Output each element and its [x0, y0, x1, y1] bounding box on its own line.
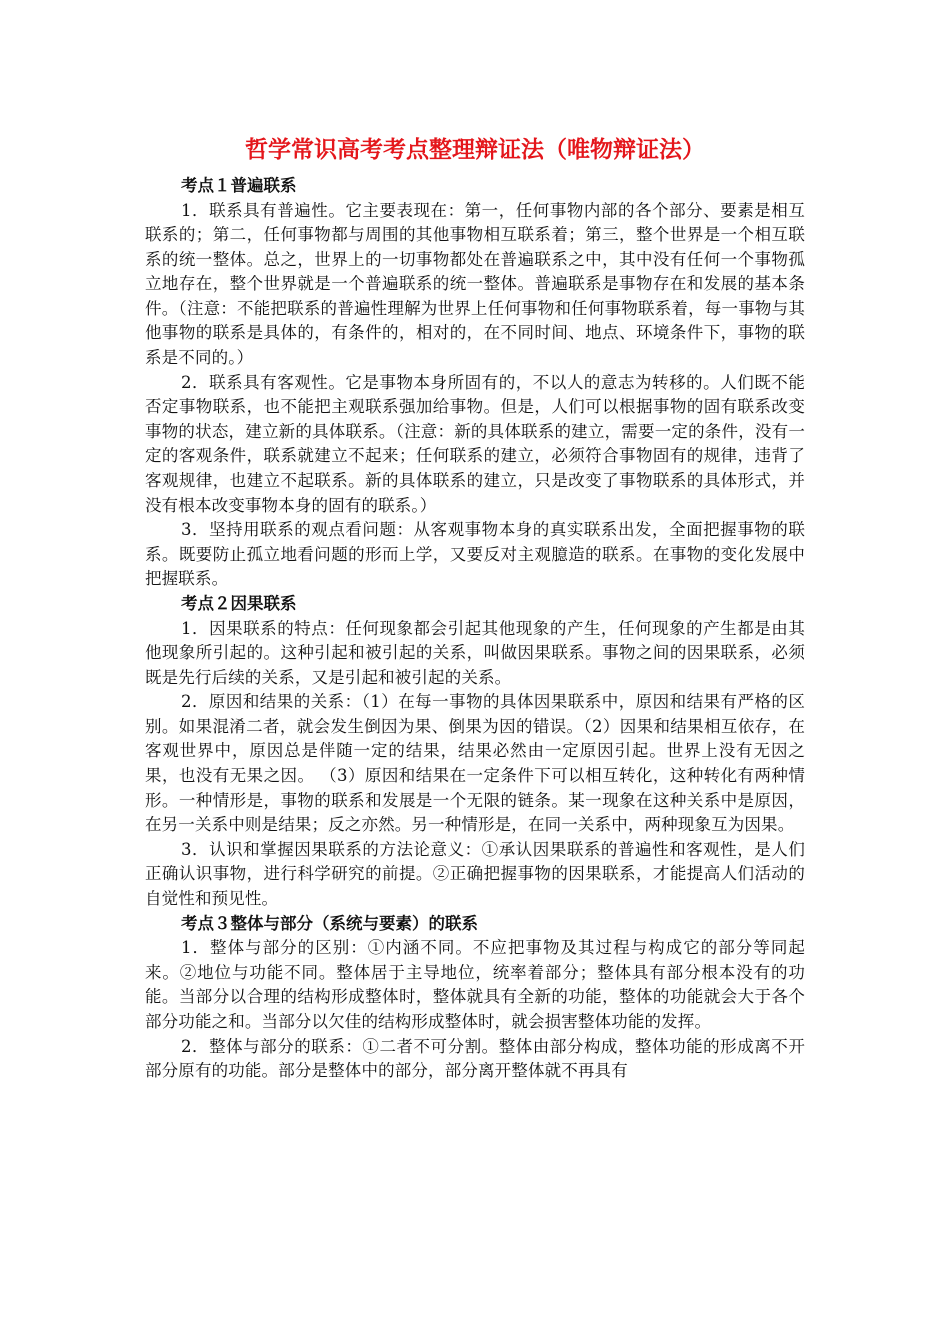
section-1 [145, 174, 805, 592]
document-title: 哲学常识高考考点整理辩证法（唯物辩证法） [245, 137, 705, 163]
paragraph: 3．认识和掌握因果联系的方法论意义：①承认因果联系的普遍性和客观性，是人们正确认识事物，进行科学研究的前提。②正确把握事物的因果联系，才能提高人们活动的自觉性和预见性。 [145, 839, 805, 909]
paragraph: 2．整体与部分的联系：①二者不可分割。整体由部分构成，整体功能的形成离不开部分原有的功能。部分是整体中的部分，部分离开整体就不再具有 [145, 1036, 805, 1081]
document-body [145, 130, 805, 1084]
section-heading: 考点１普遍联系 [181, 176, 297, 195]
section-3 [145, 912, 805, 1084]
section-heading: 考点３整体与部分（系统与要素）的联系 [181, 913, 478, 933]
paragraph: 3．坚持用联系的观点看问题：从客观事物本身的真实联系出发，全面把握事物的联系。既要防止孤立地看问题的形而上学，又要反对主观臆造的联系。在事物的变化发展中把握联系。 [145, 520, 805, 589]
paragraph: 1．整体与部分的区别：①内涵不同。不应把事物及其过程与构成它的部分等同起来。②地位与功能不同。整体居于主导地位，统率着部分；整体具有部分根本没有的功能。当部分以合理的结构形成整体时，整体就具有全新的功能，整体的功能就会大于各个部分功能之和。当部分以欠佳的结构形成整体时，就会损害整体功能的发挥。 [145, 938, 805, 1031]
section-heading: 考点２因果联系 [181, 594, 297, 613]
section-2 [145, 592, 805, 912]
paragraph: 1．联系具有普遍性。它主要表现在：第一，任何事物内部的各个部分、要素是相互联系的；第二，任何事物都与周围的其他事物相互联系着；第三，整个世界是一个相互联系的统一整体。总之，世界上的一切事物都处在普遍联系之中，其中没有任何一个事物孤立地存在，整个世界就是一个普遍联系的统一整体。普遍联系是事物存在和发展的基本条件。（注意：不能把联系的普遍性理解为世界上任何事物和任何事物联系着，每一事物与其他事物的联系是具体的，有条件的，相对的，在不同时间、地点、环境条件下，事物的联系是不同的。） [145, 200, 805, 368]
paragraph: 1．因果联系的特点：任何现象都会引起其他现象的产生，任何现象的产生都是由其他现象所引起的。这种引起和被引起的关系，叫做因果联系。事物之间的因果联系，必须既是先行后续的关系，又是引起和被引起的关系。 [145, 618, 805, 687]
paragraph: 2．联系具有客观性。它是事物本身所固有的，不以人的意志为转移的。人们既不能否定事物联系，也不能把主观联系强加给事物。但是，人们可以根据事物的固有联系改变事物的状态，建立新的具体联系。（注意：新的具体联系的建立，需要一定的条件，没有一定的客观条件，联系就建立不起来；任何联系的建立，必须符合事物固有的规律，违背了客观规律，也建立不起联系。新的具体联系的建立，只是改变了事物联系的具体形式，并没有根本改变事物本身的固有的联系。） [145, 372, 805, 515]
paragraph: 2．原因和结果的关系：（1）在每一事物的具体因果联系中，原因和结果有严格的区别。如果混淆二者，就会发生倒因为果、倒果为因的错误。（2）因果和结果相互依存，在客观世界中，原因总是伴随一定的结果，结果必然由一定原因引起。世界上没有无因之果，也没有无果之因。 （3）原因和结果在一定条件下可以相互转化，这种转化有两种情形。一种情形是，事物的联系和发展是一个无限的链条。某一现象在这种关系中是原因，在另一关系中则是结果；反之亦然。另一种情形是，在同一关系中，两种现象互为因果。 [145, 692, 805, 835]
